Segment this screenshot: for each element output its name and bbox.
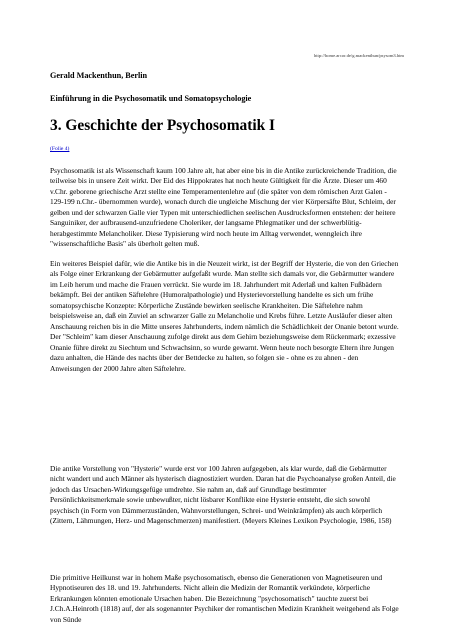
paragraph-1: Psychosomatik ist als Wissenschaft kaum 100 Jahre alt, hat aber eine bis in die Antike zurückreichende Tradition, die teilweise bis in unsere Zeit wirkt. Der Eid des Hippokrates hat noch heute Gültigkeit für die Ärzte. Dieser um 460 v.Chr. geborene griechische Arzt stellte eine Temperamentenlehre auf (die später von dem römischen Arzt Galen - 129-199 n.Chr.- übernommen wurde), wonach durch die ungleiche Mischung der vier Körpersäfte Blut, Schleim, der gelben und der schwarzen Galle vier Typen mit unterschiedlichen seelischen Ausdrucksformen entstehen: der heitere Sanguiniker, der aufbrausend-unzufriedene Choleriker, der langsame Phlegmatiker und der schwerblütig-herabgestimmte Melancholiker. Diese Typisierung wird noch heute im Alltag verwendet, wenngleich ihre "wissenschaftliche Basis" als überholt gelten muß. xyxy=(50,166,397,249)
page-title: 3. Geschichte der Psychosomatik I xyxy=(50,117,276,134)
source-url: http://home.arcor.de/g.mackenthun/psysom3.htm xyxy=(313,53,404,58)
folie-link[interactable]: (Folie 4) xyxy=(50,146,70,152)
course-subtitle: Einführung in die Psychosomatik und Somatopsychologie xyxy=(50,94,252,103)
paragraph-4: Die primitive Heilkunst war in hohem Maße psychosomatisch, ebenso die Generationen von Magnetiseuren und Hypnotiseuren des 18. und 19. Jahrhunderts. Nicht allein die Medizin der Romantik verkündete, körperliche Erkrankungen könnten emotionale Ursachen haben. Die Bezeichnung "psychosomatisch" tauchte zuerst bei J.Ch.A.Heinroth (1818) auf, der als sogenannter Psychiker der romantischen Medizin Krankheit weitgehend als Folge von Sünde xyxy=(50,573,399,624)
paragraph-3: Die antike Vorstellung von "Hysterie" wurde erst vor 100 Jahren aufgegeben, als klar wurde, daß die Gebärmutter nicht wandert und auch Männer als hysterisch diagnostiziert wurden. Daran hat die Psychoanalyse großen Anteil, die jedoch das Ursachen-Wirkungsgefüge umdrehte. Sie nahm an, daß auf Grundlage bestimmter Persönlichkeitsmerkmale sowie unbewußter, nicht lösbarer Konflikte eine Hysterie entsteht, die sich sowohl psychisch (in Form von Dämmerzuständen, Wahnvorstellungen, Schrei- und Weinkrämpfen) als auch körperlich (Zittern, Lähmungen, Herz- und Magenschmerzen) manifestiert. (Meyers Kleines Lexikon Psychologie, 1986, 158) xyxy=(50,464,396,526)
author-line: Gerald Mackenthun, Berlin xyxy=(50,71,148,80)
paragraph-2: Ein weiteres Beispiel dafür, wie die Antike bis in die Neuzeit wirkt, ist der Begriff der Hysterie, die von den Griechen als Folge einer Erkrankung der Gebärmutter aufgefaßt wurde. Man stellte sich damals vor, die Gebärmutter wandere im Leib herum und mache die Frauen verrückt. Sie wurde im 18. Jahrhundert mit Aderlaß und kalten Fußbädern bekämpft. Bei der antiken Säftelehre (Humoralpathologie) und Hysterievorstellung handelte es sich um frühe somatopsychische Konzepte: Körperliche Zustände bewirken seelische Krankheiten. Die Säftelehre nahm beispielsweise an, daß ein Zuviel an schwarzer Galle zu Melancholie und Krebs führe. Letzte Ausläufer dieser alten Anschauung reichen bis in die Mitte unseres Jahrhunderts, indem nämlich die Schädlichkeit der Onanie betont wurde. Der "Schleim" kam dieser Anschauung zufolge direkt aus dem Gehirn beziehungsweise dem Rückenmark; exzessive Onanie führe direkt zu Siechtum und Schwachsinn, so wurde gewarnt. Wenn heute noch besorgte Eltern ihre Jungen dazu anhalten, die Hände des nachts über der Bettdecke zu halten, so folgen sie - ohne es zu ahnen - den Anweisungen der 2000 Jahre alten Säftelehre. xyxy=(50,259,399,373)
